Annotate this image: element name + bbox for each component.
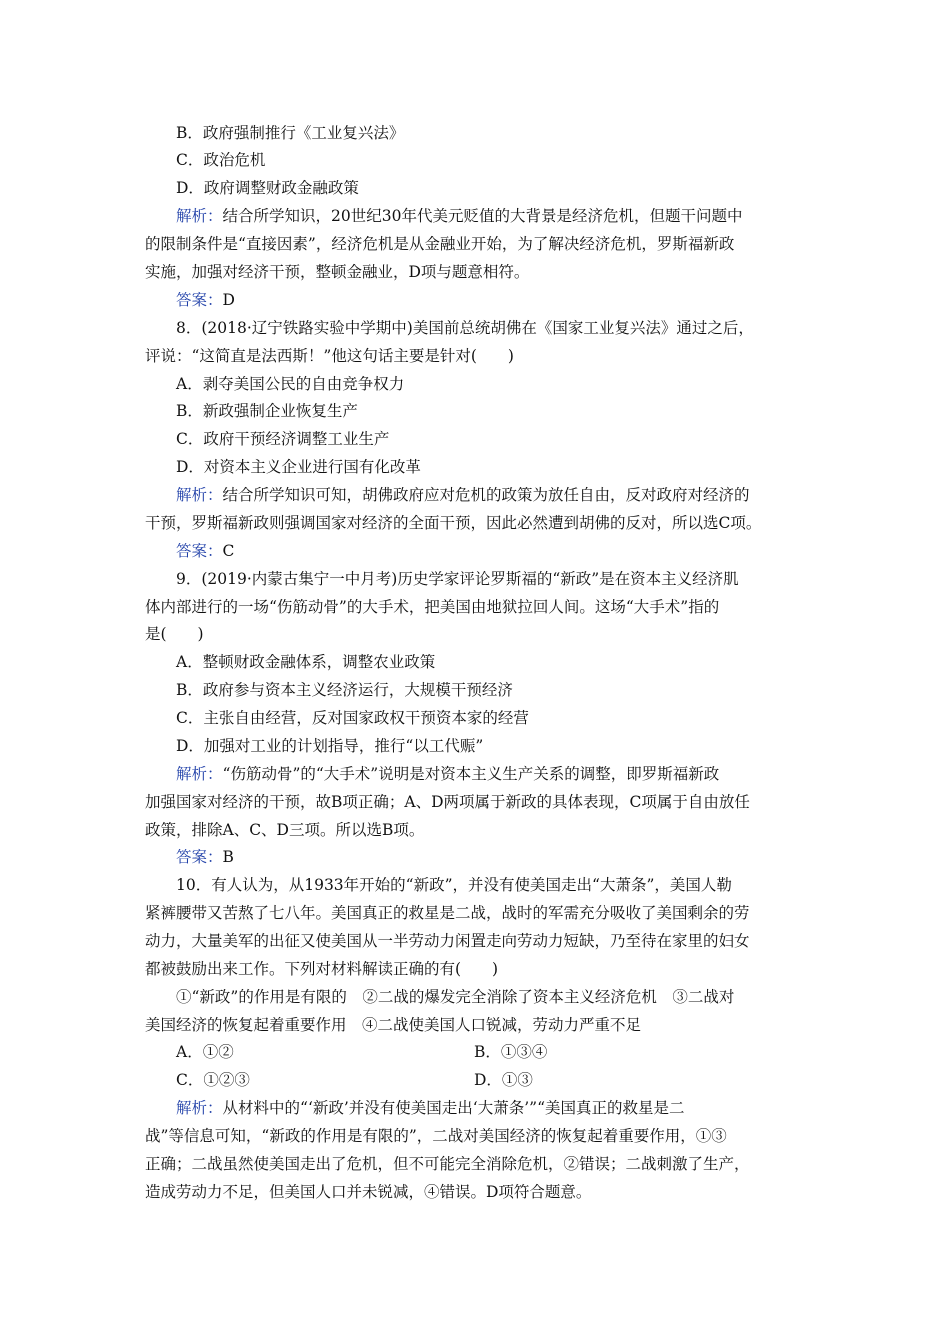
q9-option-d: D．加强对工业的计划指导，推行“以工代赈” [176,737,484,755]
q9-analysis-line-3: 政策，排除A、C、D三项。所以选B项。 [145,821,425,839]
q7-analysis-line-3: 实施，加强对经济干预，整顿金融业，D项与题意相符。 [145,263,530,281]
q10-items-line-1: ①“新政”的作用是有限的 ②二战的爆发完全消除了资本主义经济危机 ③二战对 [176,988,735,1006]
q8-analysis-line-1: 解析：结合所学知识可知，胡佛政府应对危机的政策为放任自由，反对政府对经济的 [176,486,750,504]
q8-analysis-line-2: 干预，罗斯福新政则强调国家对经济的全面干预，因此必然遭到胡佛的反对，所以选C项。 [145,514,762,532]
q10-analysis-line-3: 正确；二战虽然使美国走出了危机，但不可能完全消除危机，②错误；二战刺激了生产， [145,1155,750,1173]
q10-analysis-line-4: 造成劳动力不足，但美国人口并未锐减，④错误。D项符合题意。 [145,1183,592,1201]
q10-analysis-line-1: 解析：从材料中的“‘新政’并没有使美国走出‘大萧条’”“美国真正的救星是二 [176,1099,685,1117]
q10-option-d: D．①③ [474,1071,533,1089]
q9-answer: 答案：B [176,848,234,866]
q7-analysis-line-2: 的限制条件是“直接因素”，经济危机是从金融业开始，为了解决经济危机，罗斯福新政 [145,235,735,253]
q8-stem-line-1: 8．(2018·辽宁铁路实验中学期中)美国前总统胡佛在《国家工业复兴法》通过之后， [176,319,754,337]
answer-label: 答案： [176,291,223,309]
q9-option-a: A．整顿财政金融体系，调整农业政策 [176,653,436,671]
q9-stem-line-2: 体内部进行的一场“伤筋动骨”的大手术，把美国由地狱拉回人间。这场“大手术”指的 [145,598,720,616]
q10-stem-line-3: 动力，大量美军的出征又使美国从一半劳动力闲置走向劳动力短缺，乃至待在家里的妇女 [145,932,750,950]
analysis-label: 解析： [176,1099,223,1117]
q10-option-c: C．①②③ [176,1071,250,1089]
analysis-label: 解析： [176,765,223,783]
answer-label: 答案： [176,848,223,866]
analysis-label: 解析： [176,207,223,225]
q7-analysis-line-1: 解析：结合所学知识，20世纪30年代美元贬值的大背景是经济危机，但题干问题中 [176,207,743,225]
q10-option-a: A．①② [176,1043,234,1061]
q8-option-d: D．对资本主义企业进行国有化改革 [176,458,421,476]
q8-answer: 答案：C [176,542,235,560]
q10-option-b: B．①③④ [474,1043,548,1061]
q10-items-line-2: 美国经济的恢复起着重要作用 ④二战使美国人口锐减，劳动力严重不足 [145,1016,642,1034]
q9-stem-line-1: 9．(2019·内蒙古集宁一中月考)历史学家评论罗斯福的“新政”是在资本主义经济肌 [176,570,739,588]
q7-answer: 答案：D [176,291,235,309]
q9-stem-line-3: 是( ) [145,625,204,643]
q8-option-a: A．剥夺美国公民的自由竞争权力 [176,375,405,393]
q9-analysis-line-1: 解析：“伤筋动骨”的“大手术”说明是对资本主义生产关系的调整，即罗斯福新政 [176,765,720,783]
q10-analysis-line-2: 战”等信息可知，“新政的作用是有限的”，二战对美国经济的恢复起着重要作用，①③ [145,1127,727,1145]
q7-option-d: D．政府调整财政金融政策 [176,179,359,197]
q8-stem-line-2: 评说：“这简直是法西斯！”他这句话主要是针对( ) [145,347,514,365]
q9-analysis-line-2: 加强国家对经济的干预，故B项正确；A、D两项属于新政的具体表现，C项属于自由放任 [145,793,750,811]
q9-option-c: C．主张自由经营，反对国家政权干预资本家的经营 [176,709,529,727]
q7-option-b: B．政府强制推行《工业复兴法》 [176,124,405,142]
q10-stem-line-2: 紧裤腰带又苦熬了七八年。美国真正的救星是二战，战时的军需充分吸收了美国剩余的劳 [145,904,750,922]
q7-option-c: C．政治危机 [176,151,266,169]
analysis-label: 解析： [176,486,223,504]
q9-option-b: B．政府参与资本主义经济运行，大规模干预经济 [176,681,513,699]
answer-label: 答案： [176,542,223,560]
q10-stem-line-4: 都被鼓励出来工作。下列对材料解读正确的有( ) [145,960,499,978]
q8-option-c: C．政府干预经济调整工业生产 [176,430,390,448]
q8-option-b: B．新政强制企业恢复生产 [176,402,358,420]
q10-stem-line-1: 10．有人认为，从1933年开始的“新政”，并没有使美国走出“大萧条”，美国人勒 [176,876,732,894]
